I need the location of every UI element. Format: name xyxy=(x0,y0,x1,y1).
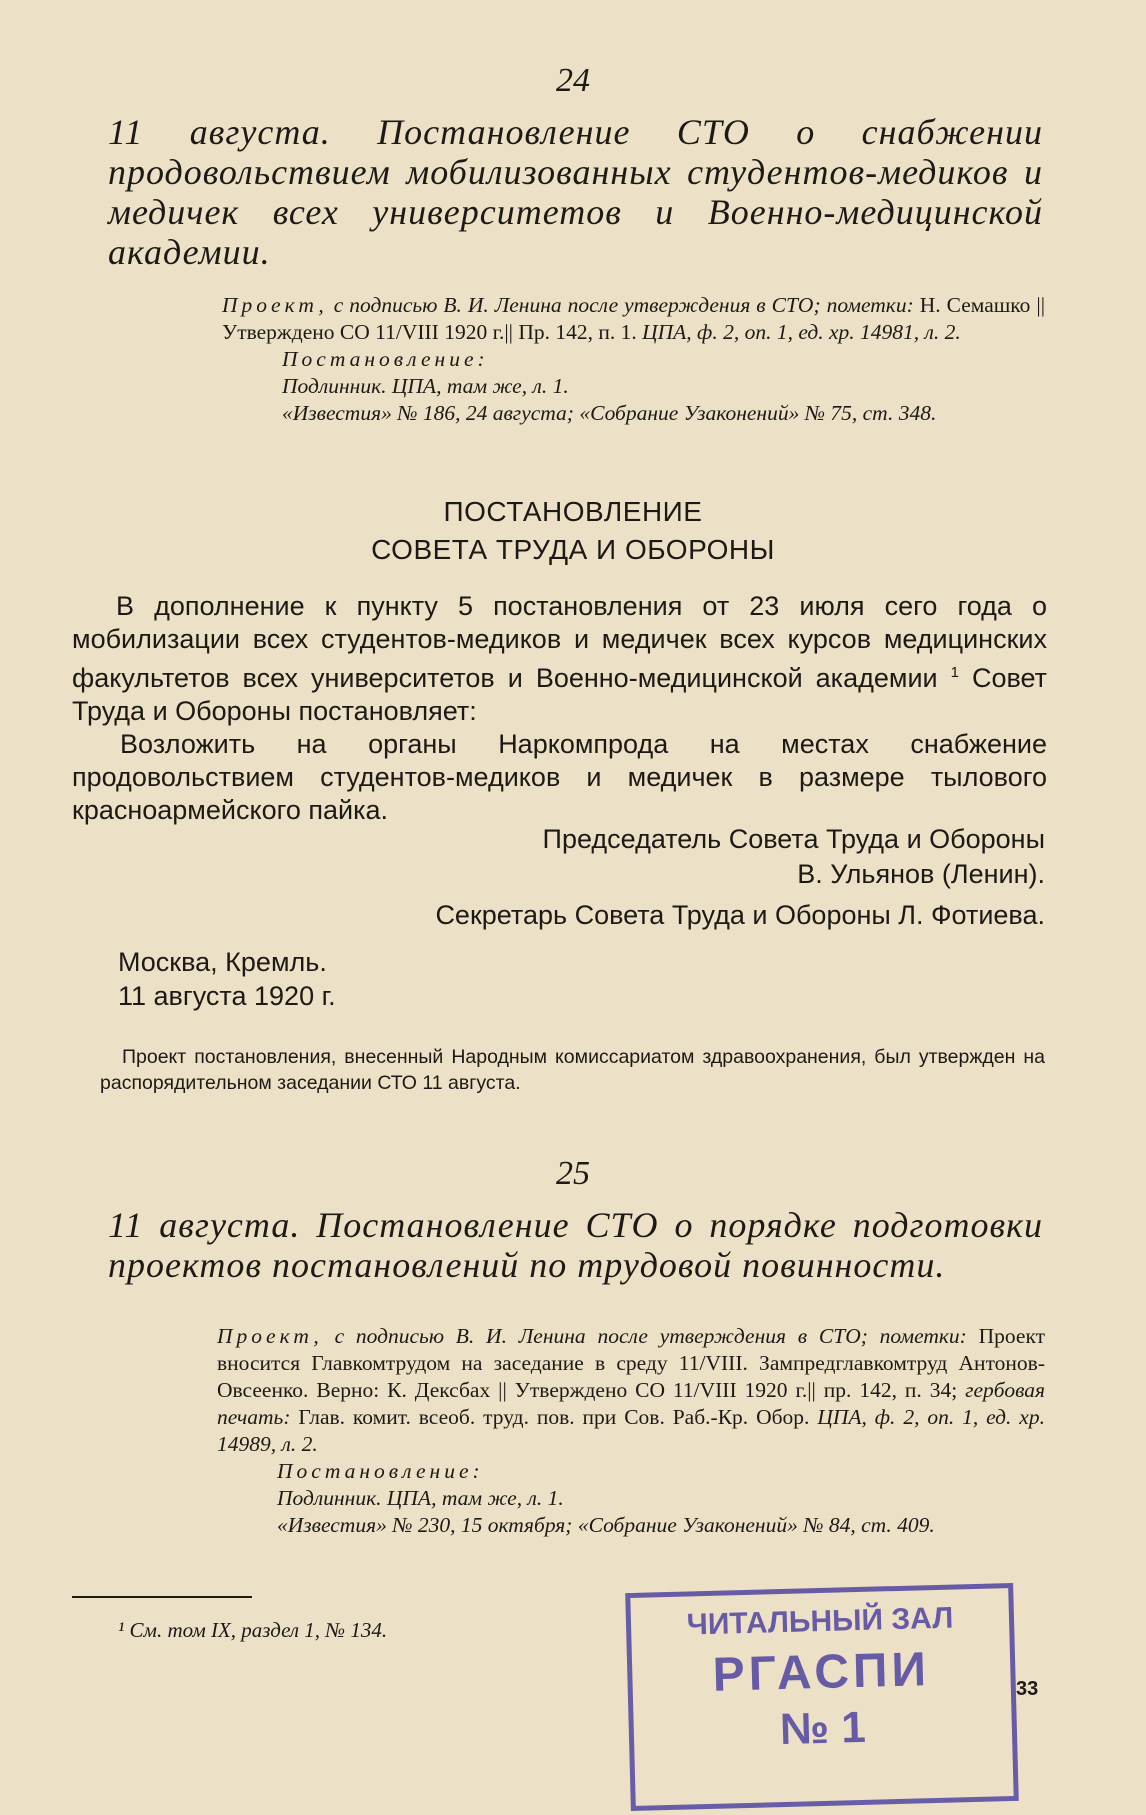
decree-heading-line1: ПОСТАНОВЛЕНИЕ xyxy=(443,496,703,527)
original-ref: Подлинник. ЦПА, там же, л. 1. xyxy=(277,1486,564,1510)
marks-text: Проект вносится Главкомтрудом на заседание в среду 11/VIII. Зампредглавкомтруд Антонов-Овсеенко. Верно: К. Дексбах || Утверждено СО 11/VIII 1920 г.|| пр. 142, п. 34; xyxy=(217,1324,1046,1402)
publication-ref: «Известия» № 186, 24 августа; «Собрание Узаконений» № 75, ст. 348. xyxy=(282,401,937,425)
secretary-signature: Секретарь Совета Труда и Обороны Л. Фотиева. xyxy=(435,900,1045,930)
footnote: ¹ См. том IX, раздел 1, № 134. xyxy=(118,1618,388,1642)
decree-paragraph-2: Возложить на органы Наркомпрода на местах снабжение продовольствием студентов-медиков и медичек в размере тылового красноармейского пайка. xyxy=(72,729,1047,825)
decree-body xyxy=(72,590,1047,827)
stamp-line2: РГАСПИ xyxy=(712,1643,931,1702)
source-note-25 xyxy=(217,1323,1045,1539)
decree-label: Постановление: xyxy=(282,347,489,371)
document-number-25: 25 xyxy=(556,1155,590,1192)
decree-label: Постановление: xyxy=(277,1459,484,1483)
marks-text: Н. Семашко || Утверждено СО 11/VIII 1920 г.|| Пр. 142, п. 1. xyxy=(222,293,1045,344)
seal-text: Глав. комит. всеоб. труд. пов. при Сов. Раб.-Кр. Обор. xyxy=(290,1405,818,1429)
date: 11 августа 1920 г. xyxy=(118,981,336,1011)
source-note xyxy=(222,292,1045,427)
marks-label: пометки: xyxy=(826,293,914,317)
marks-label: пометки: xyxy=(879,1324,967,1348)
chairman-title: Председатель Совета Труда и Обороны xyxy=(542,824,1045,854)
decree-paragraph-1: В дополнение к пункту 5 постановления от 23 июля сего года о мобилизации всех студентов-медиков и медичек всех курсов медицинских факультетов всех университетов и Военно-медицинской академии xyxy=(72,591,1047,693)
source-label: Проект, xyxy=(217,1324,323,1348)
page-number: 33 xyxy=(1016,1678,1039,1700)
source-text: с подписью В. И. Ленина после утверждения в СТО; xyxy=(322,1324,880,1348)
source-label: Проект, xyxy=(222,293,328,317)
source-text: с подписью В. И. Ленина после утверждения в СТО; xyxy=(327,293,827,317)
document-number: 24 xyxy=(556,62,590,99)
archive-ref: ЦПА, ф. 2, оп. 1, ед. хр. 14989, л. 2. xyxy=(217,1405,1045,1456)
publication-ref: «Известия» № 230, 15 октября; «Собрание Узаконений» № 84, ст. 409. xyxy=(277,1513,935,1537)
seal-label: гербовая печать: xyxy=(217,1378,1045,1429)
original-ref: Подлинник. ЦПА, там же, л. 1. xyxy=(282,374,569,398)
stamp-line1: ЧИТАЛЬНЫЙ ЗАЛ xyxy=(686,1601,954,1642)
document-title-25: 11 августа. Постановление СТО о порядке подготовки проектов постановлений по трудовой повинности. xyxy=(108,1205,1043,1285)
decree-paragraph-1-end: Совет Труда и Обороны постановляет: xyxy=(72,663,1047,726)
editorial-note xyxy=(100,1044,1045,1096)
chairman-name: В. Ульянов (Ленин). xyxy=(797,859,1045,889)
archive-stamp xyxy=(625,1583,1019,1811)
decree-heading-line2: СОВЕТА ТРУДА И ОБОРОНЫ xyxy=(371,534,775,565)
stamp-line3: № 1 xyxy=(779,1702,867,1755)
editorial-note-text: Проект постановления, внесенный Народным комиссариатом здравоохранения, был утвержден на распорядительном заседании СТО 11 августа. xyxy=(100,1046,1045,1094)
footnote-divider xyxy=(72,1596,252,1598)
document-title: 11 августа. Постановление СТО о снабжении продовольствием мобилизованных студентов-медиков и медичек всех университетов и Военно-медицинской академии. xyxy=(108,112,1043,272)
footnote-marker: 1 xyxy=(950,664,959,681)
archive-ref: ЦПА, ф. 2, оп. 1, ед. хр. 14981, л. 2. xyxy=(642,320,961,344)
place: Москва, Кремль. xyxy=(118,947,327,977)
